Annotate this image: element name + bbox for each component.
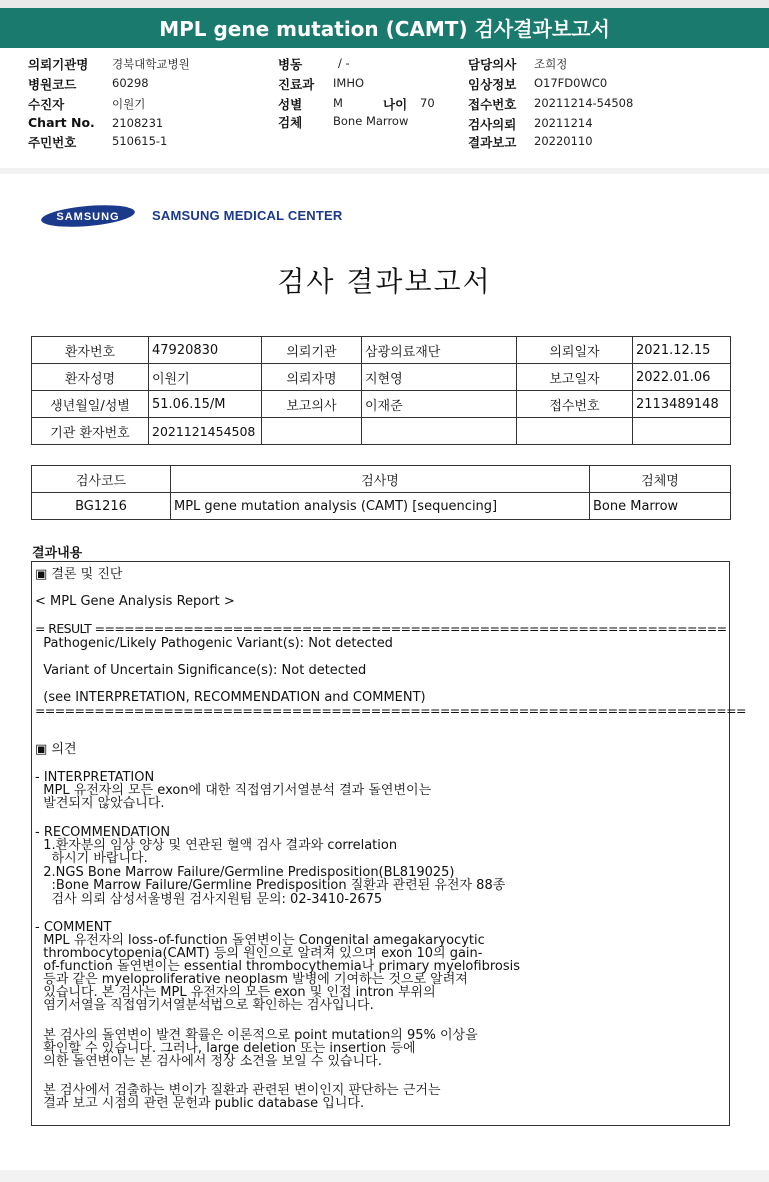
header-value: 20211214-54508 [534, 96, 634, 110]
table-label: 기관 환자번호 [32, 418, 149, 445]
result-line: (see INTERPRETATION, RECOMMENDATION and COMMENT) [35, 690, 426, 705]
result-line: - COMMENT [35, 920, 112, 935]
header-label: 진료과 [278, 77, 315, 92]
patient-header [0, 48, 769, 168]
header-label: Chart No. [28, 115, 95, 130]
result-line: 등과 같은 myeloproliferative neoplasm 발병에 기여하는 것으로 알려져 [35, 972, 468, 987]
header-label: 결과보고 [468, 135, 517, 150]
table-label: 보고의사 [262, 391, 362, 418]
result-box [31, 561, 746, 1126]
result-line: Variant of Uncertain Significance(s): Not detected [35, 663, 367, 678]
header-label: 나이 [383, 97, 408, 112]
result-line: 본 검사의 돌연변이 발견 확률은 이론적으로 point mutation의 95% 이상을 [35, 1028, 478, 1043]
result-line: 있습니다. 본 검사는 MPL 유전자의 모든 exon 및 인접 intron 부위의 [35, 985, 436, 1000]
result-line: 염기서열을 직접염기서열분석법으로 확인하는 검사입니다. [35, 998, 374, 1013]
table-label: 생년월일/성별 [32, 391, 149, 418]
table-cell: 삼광의료재단 [362, 337, 517, 364]
result-line: 본 검사에서 검출하는 변이가 질환과 관련된 변이인지 판단하는 근거는 [35, 1083, 441, 1098]
result-line: - RECOMMENDATION [35, 825, 171, 840]
document-title: 검사 결과보고서 [277, 265, 492, 298]
header-value: / - [338, 56, 350, 70]
table-cell [633, 418, 731, 445]
table-label: 환자번호 [32, 337, 149, 364]
test-table [31, 465, 731, 520]
table-header-row [32, 466, 731, 493]
table-cell: 지현영 [362, 364, 517, 391]
table-cell: MPL gene mutation analysis (CAMT) [sequencing] [171, 493, 590, 520]
table-label: 접수번호 [517, 391, 633, 418]
header-value: M [333, 96, 343, 110]
header-label: 접수번호 [468, 97, 517, 112]
result-section-title: 결과내용 [32, 546, 83, 561]
result-line: of-function 돌연변이는 essential thrombocythemia나 primary myelofibrosis [35, 959, 521, 974]
patient-info-table [31, 336, 731, 445]
header-label: 수진자 [28, 97, 65, 112]
result-line: ======================================================================== [35, 703, 746, 718]
header-value: O17FD0WC0 [534, 76, 608, 90]
result-line: thrombocytopenia(CAMT) 등의 원인으로 알려져 있으며 exon 10의 gain- [35, 946, 483, 961]
header-value: 20211214 [534, 116, 593, 130]
column-header: 검사코드 [32, 466, 171, 493]
logo-badge-text: SAMSUNG [56, 211, 120, 223]
header-value: 60298 [112, 76, 149, 90]
column-header: 검사명 [171, 466, 590, 493]
result-line: 검사 의뢰 삼성서울병원 검사지원팀 문의: 02-3410-2675 [35, 892, 383, 907]
table-label: 의뢰일자 [517, 337, 633, 364]
table-cell: 2021121454508 [149, 418, 262, 445]
header-label: 병원코드 [28, 77, 77, 92]
header-label: 임상정보 [468, 77, 517, 92]
result-line: MPL 유전자의 모든 exon에 대한 직접염기서열분석 결과 돌연변이는 [35, 783, 432, 798]
report-page [0, 174, 769, 1170]
header-label: 담당의사 [468, 57, 517, 72]
top-strip [0, 0, 769, 8]
table-label: 의뢰기관 [262, 337, 362, 364]
hospital-name: SAMSUNG MEDICAL CENTER [152, 208, 343, 223]
table-cell: 이원기 [149, 364, 262, 391]
result-line: ▣ 결론 및 진단 [35, 567, 123, 582]
header-label: 검사의뢰 [468, 117, 517, 132]
header-label: 주민번호 [28, 135, 77, 150]
table-row [32, 418, 731, 445]
header-label: 검체 [278, 115, 303, 130]
bottom-strip [0, 1170, 769, 1182]
table-cell: BG1216 [32, 493, 171, 520]
header-value: Bone Marrow [333, 114, 409, 128]
header-value: 이원기 [112, 97, 146, 111]
header-value: 2108231 [112, 116, 164, 130]
result-line: MPL 유전자의 loss-of-function 돌연변이는 Congenital amegakaryocytic [35, 933, 485, 948]
table-cell [517, 418, 633, 445]
result-line: 확인할 수 있습니다. 그러나, large deletion 또는 insertion 등에 [35, 1041, 416, 1056]
table-cell: 2021.12.15 [633, 337, 731, 364]
table-cell [362, 418, 517, 445]
samsung-logo [40, 204, 136, 232]
result-line: 결과 보고 시점의 관련 문헌과 public database 입니다. [35, 1096, 365, 1111]
header-label: 성별 [278, 97, 303, 112]
column-header: 검체명 [590, 466, 731, 493]
header-label: 병동 [278, 57, 303, 72]
table-cell: Bone Marrow [590, 493, 731, 520]
table-cell: 2022.01.06 [633, 364, 731, 391]
result-line: :Bone Marrow Failure/Germline Predisposition 질환과 관련된 유전자 88종 [35, 878, 506, 893]
result-line: = RESULT ================================================================ [35, 621, 727, 636]
header-value: 20220110 [534, 134, 593, 148]
result-line: - INTERPRETATION [35, 770, 155, 785]
header-label: 의뢰기관명 [28, 57, 89, 72]
header-value: 70 [420, 96, 435, 110]
table-row [32, 391, 731, 418]
report-title: MPL gene mutation (CAMT) 검사결과보고서 [159, 17, 610, 41]
result-line: 하시기 바랍니다. [35, 851, 148, 866]
result-line: 발견되지 않았습니다. [35, 796, 165, 811]
result-line: Pathogenic/Likely Pathogenic Variant(s): Not detected [35, 636, 393, 651]
report-title-bar [0, 8, 769, 48]
table-row [32, 493, 731, 520]
result-line: 1.환자분의 임상 양상 및 연관된 혈액 검사 결과와 correlation [35, 838, 398, 853]
table-cell: 47920830 [149, 337, 262, 364]
table-label: 환자성명 [32, 364, 149, 391]
table-row [32, 364, 731, 391]
header-value: 510615-1 [112, 134, 168, 148]
result-line: 의한 돌연변이는 본 검사에서 정상 소견을 보일 수 있습니다. [35, 1054, 382, 1069]
table-cell: 51.06.15/M [149, 391, 262, 418]
result-line: 2.NGS Bone Marrow Failure/Germline Predisposition(BL819025) [35, 865, 455, 880]
table-cell: 2113489148 [633, 391, 731, 418]
table-cell [262, 418, 362, 445]
header-value: 조희정 [534, 57, 568, 71]
table-label: 의뢰자명 [262, 364, 362, 391]
header-value: IMHO [333, 76, 365, 90]
result-line: < MPL Gene Analysis Report > [35, 594, 235, 609]
table-label: 보고일자 [517, 364, 633, 391]
table-cell: 이재준 [362, 391, 517, 418]
header-value: 경북대학교병원 [112, 57, 190, 71]
table-row [32, 337, 731, 364]
result-line: ▣ 의견 [35, 742, 77, 757]
